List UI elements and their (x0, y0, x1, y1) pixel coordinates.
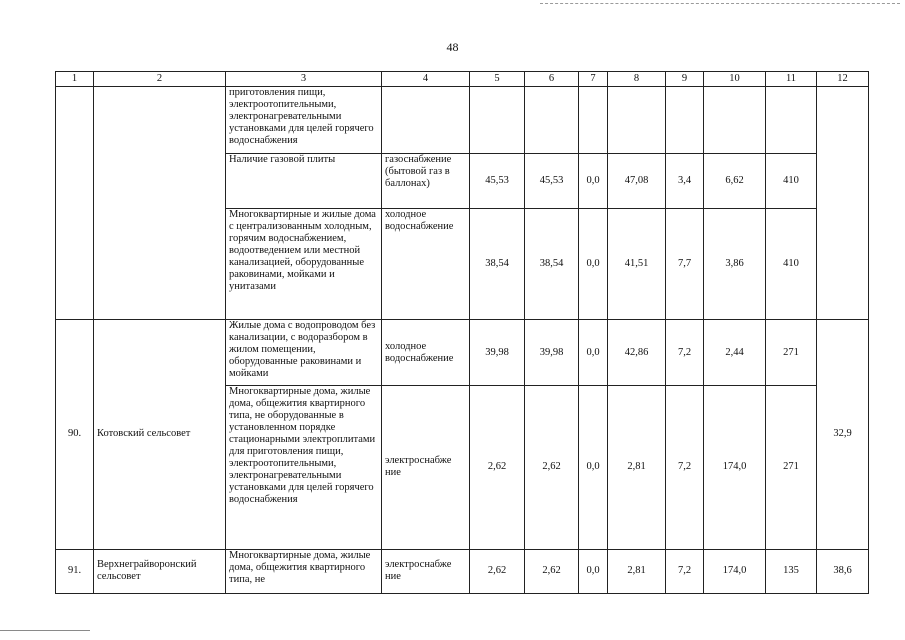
column-header: 11 (766, 72, 817, 87)
cell-housing-type: Жилые дома с водопроводом без канализации, с водоразбором в жилом помещении, оборудованные раковинами и мойками (226, 319, 382, 385)
cell-value: 2,81 (608, 386, 666, 550)
cell-value: 3,86 (704, 209, 766, 319)
scan-artifact-top (540, 3, 900, 4)
cell-settlement (94, 87, 226, 320)
cell-number: 90. (56, 319, 94, 549)
cell-col12: 38,6 (817, 549, 869, 593)
cell-value: 2,62 (470, 386, 525, 550)
cell-utility: электроснабже ние (382, 549, 470, 593)
cell-value (666, 87, 704, 154)
tariff-table (55, 71, 869, 594)
cell-value: 7,2 (666, 549, 704, 593)
cell-housing-type: приготовления пищи, электроотопительными, электронагревательными установками для целей горячего водоснабжения (226, 87, 382, 154)
cell-utility: холодное водоснабжение (382, 209, 470, 319)
cell-value: 3,4 (666, 154, 704, 209)
cell-value: 45,53 (525, 154, 579, 209)
scan-artifact-bottom (0, 630, 90, 631)
cell-housing-type: Наличие газовой плиты (226, 154, 382, 209)
cell-value: 410 (766, 209, 817, 319)
column-header: 3 (226, 72, 382, 87)
cell-value: 174,0 (704, 386, 766, 550)
cell-utility (382, 87, 470, 154)
cell-col12: 32,9 (817, 319, 869, 549)
cell-value: 174,0 (704, 549, 766, 593)
cell-value: 2,62 (525, 386, 579, 550)
cell-value (470, 87, 525, 154)
cell-value: 41,51 (608, 209, 666, 319)
table-row (56, 87, 869, 154)
cell-value: 0,0 (579, 386, 608, 550)
table-row (56, 549, 869, 593)
cell-value: 6,62 (704, 154, 766, 209)
cell-value (704, 87, 766, 154)
cell-settlement: Котовский сельсовет (94, 319, 226, 549)
cell-value: 2,44 (704, 319, 766, 385)
cell-value (608, 87, 666, 154)
cell-value: 135 (766, 549, 817, 593)
cell-value: 2,62 (470, 549, 525, 593)
cell-value: 39,98 (525, 319, 579, 385)
cell-col12 (817, 87, 869, 320)
column-header: 8 (608, 72, 666, 87)
cell-value: 7,7 (666, 209, 704, 319)
cell-value: 39,98 (470, 319, 525, 385)
cell-value (525, 87, 579, 154)
column-header: 4 (382, 72, 470, 87)
cell-value: 42,86 (608, 319, 666, 385)
cell-value: 2,62 (525, 549, 579, 593)
column-header: 12 (817, 72, 869, 87)
column-header: 1 (56, 72, 94, 87)
header-row (56, 72, 869, 87)
cell-value: 45,53 (470, 154, 525, 209)
page-number: 48 (446, 40, 459, 54)
table-row (56, 319, 869, 385)
cell-number: 91. (56, 549, 94, 593)
cell-housing-type: Многоквартирные и жилые дома с централизованным холодным, горячим водоснабжением, водоотведением или местной канализацией, оборудованные раковинами, мойками и унитазами (226, 209, 382, 319)
column-header: 5 (470, 72, 525, 87)
cell-number (56, 87, 94, 320)
column-header: 2 (94, 72, 226, 87)
cell-value: 0,0 (579, 209, 608, 319)
cell-value: 7,2 (666, 319, 704, 385)
column-header: 7 (579, 72, 608, 87)
cell-value: 0,0 (579, 154, 608, 209)
cell-housing-type: Многоквартирные дома, жилые дома, общежития квартирного типа, не оборудованные в установленном порядке стационарными электроплитами для приготовления пищи, электроотопительными, электронагревательными установками для целей горячего водоснабжения (226, 386, 382, 550)
cell-value: 38,54 (470, 209, 525, 319)
cell-value: 271 (766, 386, 817, 550)
cell-settlement: Верхнеграйворонский сельсовет (94, 549, 226, 593)
cell-value: 2,81 (608, 549, 666, 593)
cell-utility: электроснабже ние (382, 386, 470, 550)
cell-value: 410 (766, 154, 817, 209)
column-header: 6 (525, 72, 579, 87)
cell-utility: газоснабжение (бытовой газ в баллонах) (382, 154, 470, 209)
cell-value: 0,0 (579, 549, 608, 593)
column-header: 10 (704, 72, 766, 87)
cell-value: 47,08 (608, 154, 666, 209)
cell-value: 38,54 (525, 209, 579, 319)
cell-value: 0,0 (579, 319, 608, 385)
cell-housing-type: Многоквартирные дома, жилые дома, общежития квартирного типа, не (226, 549, 382, 593)
cell-value (766, 87, 817, 154)
column-header: 9 (666, 72, 704, 87)
cell-value: 271 (766, 319, 817, 385)
cell-value (579, 87, 608, 154)
cell-value: 7,2 (666, 386, 704, 550)
cell-utility: холодное водоснабжение (382, 319, 470, 385)
